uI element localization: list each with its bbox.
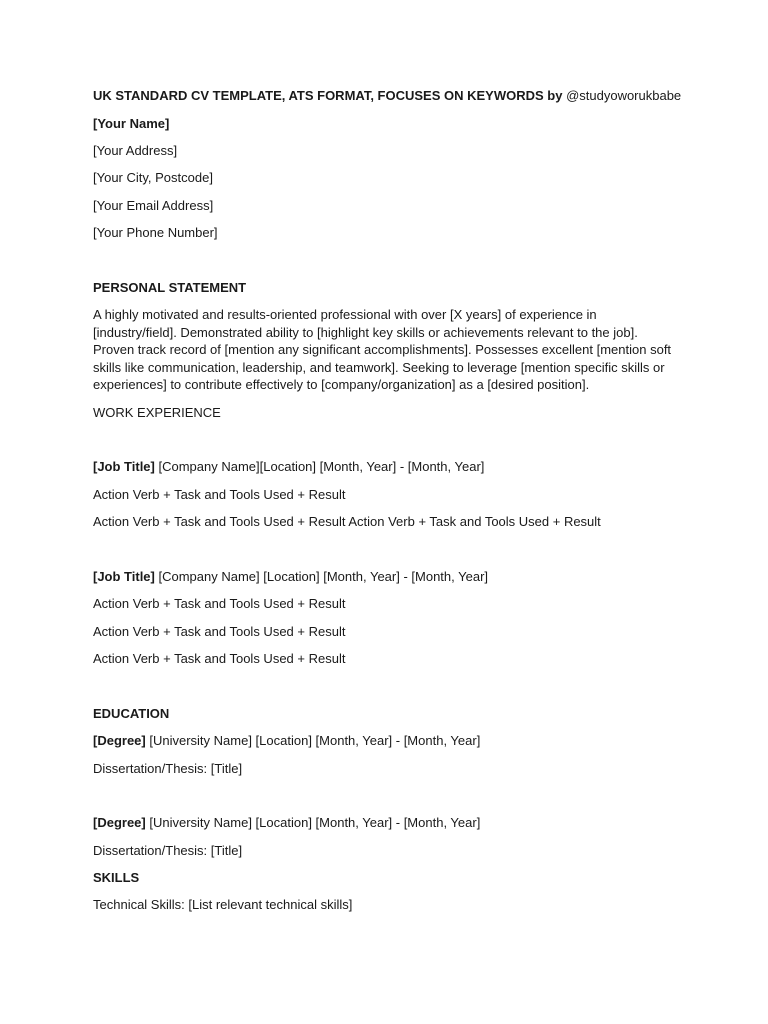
contact-email: [Your Email Address] (93, 198, 214, 213)
job-details: [Company Name][Location] [Month, Year] - [Month, Year] (154, 459, 485, 474)
contact-city: [Your City, Postcode] (93, 170, 213, 185)
work-experience-heading: WORK EXPERIENCE (93, 405, 221, 420)
job-bullet: Action Verb + Task and Tools Used + Result Action Verb + Task and Tools Used + Result (93, 514, 601, 529)
personal-statement-heading: PERSONAL STATEMENT (93, 280, 247, 295)
education-entry (93, 814, 480, 832)
job-title: [Job Title] (93, 569, 155, 584)
document-title (93, 87, 681, 105)
job-header (93, 568, 488, 586)
thesis-line: Dissertation/Thesis: [Title] (93, 761, 243, 776)
personal-statement-body: A highly motivated and results-oriented professional with over [X years] of experience in [industry/field]. Demonstrated ability to [highlight key skills or achievements relevant to the job]. Proven track record of [mention any significant accomplishments]. Possesses excellent [mention soft skills like communication, leadership, and teamwork]. Seeking to leverage [mention specific skills or experiences] to contribute effectively to [company/organization] as a [desired position]. (93, 307, 672, 393)
education-details: [University Name] [Location] [Month, Year] - [Month, Year] (145, 815, 481, 830)
job-bullet: Action Verb + Task and Tools Used + Result (93, 487, 346, 502)
job-header (93, 458, 484, 476)
job-bullet: Action Verb + Task and Tools Used + Result (93, 596, 346, 611)
job-title: [Job Title] (93, 459, 155, 474)
document-title-text: UK STANDARD CV TEMPLATE, ATS FORMAT, FOCUSES ON KEYWORDS by (93, 88, 563, 103)
education-heading: EDUCATION (93, 706, 170, 721)
thesis-line: Dissertation/Thesis: [Title] (93, 843, 243, 858)
job-bullet: Action Verb + Task and Tools Used + Result (93, 624, 346, 639)
degree: [Degree] (93, 815, 146, 830)
contact-name: [Your Name] (93, 116, 170, 131)
education-entry (93, 732, 480, 750)
technical-skills: Technical Skills: [List relevant technical skills] (93, 897, 353, 912)
author-handle: @studyoworukbabe (562, 88, 682, 103)
contact-address: [Your Address] (93, 143, 178, 158)
contact-phone: [Your Phone Number] (93, 225, 218, 240)
job-details: [Company Name] [Location] [Month, Year] - [Month, Year] (154, 569, 489, 584)
degree: [Degree] (93, 733, 146, 748)
education-details: [University Name] [Location] [Month, Year] - [Month, Year] (145, 733, 481, 748)
skills-heading: SKILLS (93, 870, 140, 885)
job-bullet: Action Verb + Task and Tools Used + Result (93, 651, 346, 666)
